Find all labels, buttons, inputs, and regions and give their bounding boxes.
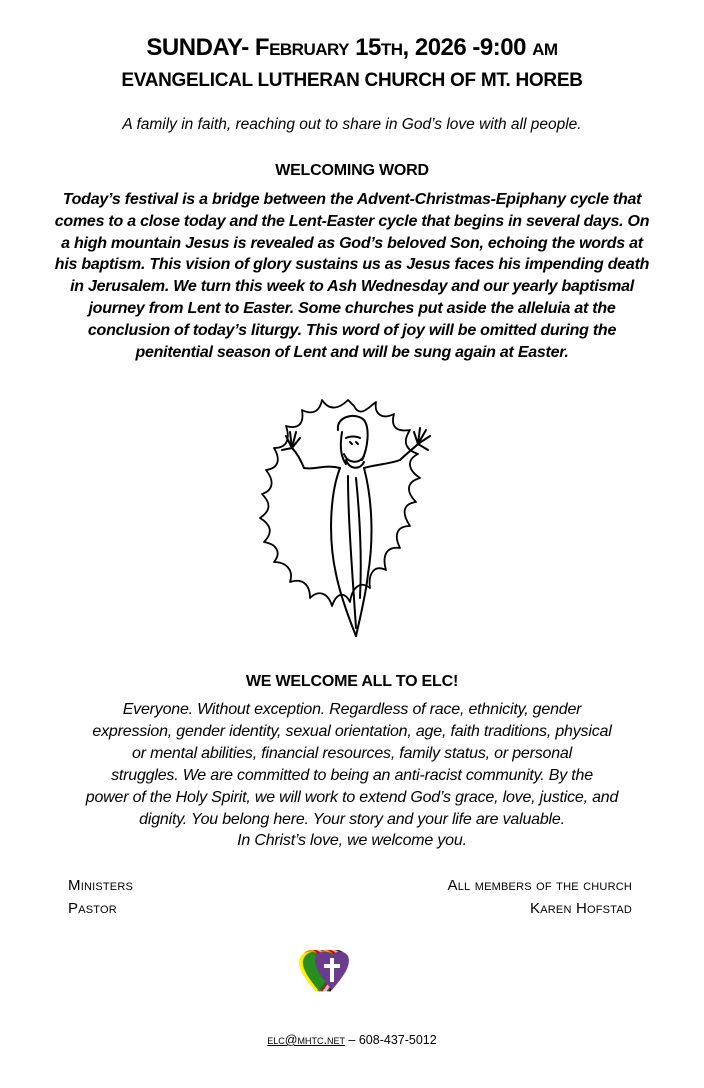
pastor-label: Pastor (68, 900, 117, 917)
welcoming-line: his baptism. This vision of glory sustains us as Jesus faces his impending death (54, 256, 650, 274)
tagline: A family in faith, reaching out to share in God’s love with all people. (122, 116, 582, 133)
welcome-line: power of the Holy Spirit, we will work to extend God’s grace, love, justice, and (85, 788, 619, 806)
date-text: February 15th, 2026 (254, 34, 473, 61)
church-name: EVANGELICAL LUTHERAN CHURCH OF MT. HOREB (121, 70, 583, 91)
welcoming-line: conclusion of today’s liturgy. This word of joy will be omitted during the (87, 321, 617, 339)
welcome-line: expression, gender identity, sexual orientation, age, faith traditions, physical (92, 722, 612, 740)
welcome-line: or mental abilities, financial resources, family status, or personal (132, 744, 572, 762)
welcome-all-text (36, 699, 668, 852)
service-date-title (0, 34, 704, 62)
email-link[interactable]: elc@mhtc.net (267, 1033, 345, 1047)
phone-number: 608-437-5012 (358, 1033, 437, 1047)
transfiguration-illustration (256, 398, 452, 640)
welcome-line: In Christ’s love, we welcome you. (237, 832, 467, 850)
welcome-line: Everyone. Without exception. Regardless of race, ethnicity, gender (122, 701, 582, 718)
welcome-all-heading: WE WELCOME ALL TO ELC! (245, 673, 459, 690)
footer-separator: – (344, 1033, 359, 1047)
welcoming-line: Today’s festival is a bridge between the Advent-Christmas-Epiphany cycle that (62, 191, 642, 208)
welcoming-word-text (22, 189, 682, 363)
welcoming-line: journey from Lent to Easter. Some churches put aside the alleluia at the (88, 299, 616, 317)
pastor-value: Karen Hofstad (530, 900, 632, 917)
day-text: SUNDAY- (146, 34, 255, 61)
ministers-value: All members of the church (447, 877, 632, 894)
welcoming-word-heading: WELCOMING WORD (275, 162, 429, 179)
contact-footer (0, 1033, 704, 1047)
ministers-label: Ministers (68, 877, 134, 894)
welcoming-line: a high mountain Jesus is revealed as God’s beloved Son, echoing the words at (61, 234, 643, 252)
welcome-line: dignity. You belong here. Your story and your life are valuable. (139, 810, 565, 828)
welcoming-line: penitential season of Lent and will be sung again at Easter. (135, 343, 569, 361)
time-text: -9:00 (472, 34, 533, 61)
ampm-text: am (532, 34, 558, 61)
welcoming-line: comes to a close today and the Lent-Easter cycle that begins in several days. On (54, 212, 650, 230)
welcoming-line: in Jerusalem. We turn this week to Ash Wednesday and our yearly baptismal (70, 278, 634, 296)
welcome-line: struggles. We are committed to being an anti-racist community. By the (111, 766, 593, 784)
rainbow-heart-cross-logo-icon (294, 946, 370, 996)
